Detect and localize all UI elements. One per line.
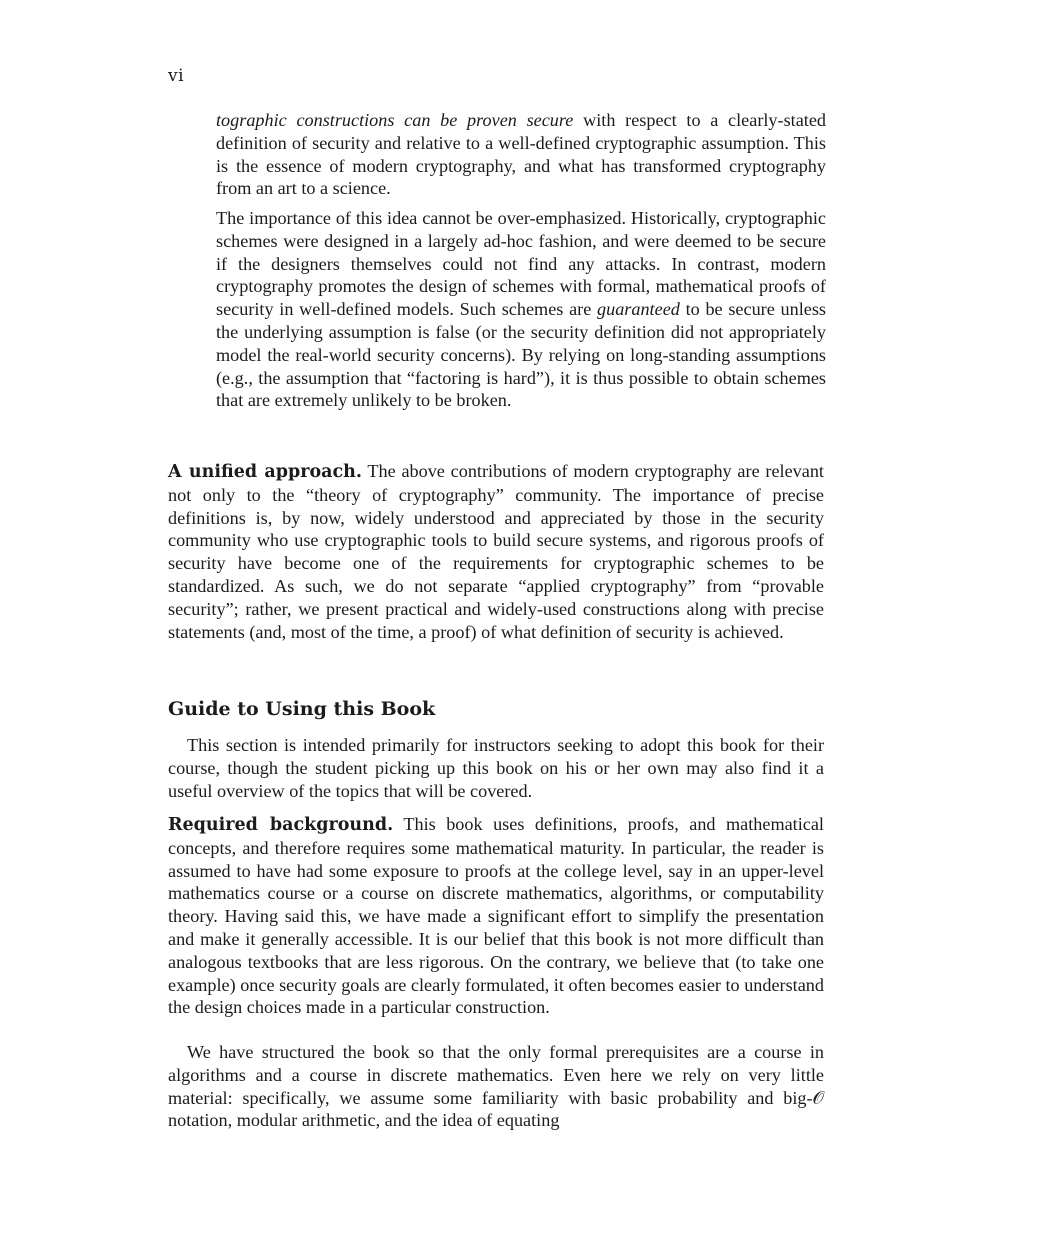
- section-heading: Guide to Using this Book: [168, 698, 436, 720]
- paragraph-text: This book uses definitions, proofs, and mathematical concepts, and therefore requires some mathematical maturity. In particular, the reader is assumed to have had some exposure to proofs at the college level, say in an upper-level mathematics course or a course on discrete mathematics, algorithms, or computability theory. Having said this, we have made a significant effort to simplify the presentation and make it generally accessible. It is our belief that this book is not more difficult than analogous textbooks that are less rigorous. On the contrary, we believe that (to take one example) once security goals are clearly formulated, it often becomes easier to understand the design choices made in a particular construction.: [168, 814, 824, 1018]
- run-in-heading: A unified approach.: [168, 462, 362, 482]
- required-background-paragraph: [168, 813, 824, 1019]
- block-paragraph-2: [216, 207, 826, 412]
- paragraph-text: The importance of this idea cannot be over-emphasized. Historically, cryptographic schemes were designed in a largely ad-hoc fashion, and were deemed to be secure if the designers themselves could not find any attacks. In contrast, modern cryptography promotes the design of schemes with formal, mathematical proofs of security in well-defined models. Such schemes are: [216, 208, 826, 320]
- page-number: vi: [168, 66, 185, 86]
- guide-intro-paragraph: This section is intended primarily for instructors seeking to adopt this book for their course, though the student picking up this book on his or her own may also find it a useful overview of the topics that will be covered.: [168, 735, 824, 801]
- block-paragraph-1: [216, 109, 826, 200]
- italic-lead-text: tographic constructions can be proven secure: [216, 110, 574, 130]
- run-in-heading: Required background.: [168, 815, 394, 835]
- paragraph-text: to be secure unless the underlying assumption is false (or the security definition did not appropriately model the real-world security concerns). By relying on long-standing assumptions (e.g., the assumption that “factoring is hard”), it is thus possible to obtain schemes that are extremely unlikely to be broken.: [216, 299, 827, 411]
- unified-approach-paragraph: [168, 460, 824, 643]
- italic-word: guaranteed: [597, 299, 680, 320]
- prerequisites-paragraph: We have structured the book so that the only formal prerequisites are a course in algorithms and a course in discrete mathematics. Even here we rely on very little material: specifically, we assume some familiarity with basic probability and big-𝒪 notation, modular arithmetic, and the idea of equating: [168, 1042, 824, 1131]
- paragraph-text: with respect to a clearly-stated definition of security and relative to a well-defined cryptographic assumption. This is the essence of modern cryptography, and what has transformed cryptography from an art to a science.: [216, 110, 826, 199]
- paragraph-text: The above contributions of modern cryptography are relevant not only to the “theory of cryptography” community. The importance of precise definitions is, by now, widely understood and appreciated by those in the security community who use cryptographic tools to build secure systems, and rigorous proofs of security have become one of the requirements for cryptographic schemes to be standardized. As such, we do not separate “applied cryptography” from “provable security”; rather, we present practical and widely-used constructions along with precise statements (and, most of the time, a proof) of what definition of security is achieved.: [168, 461, 824, 642]
